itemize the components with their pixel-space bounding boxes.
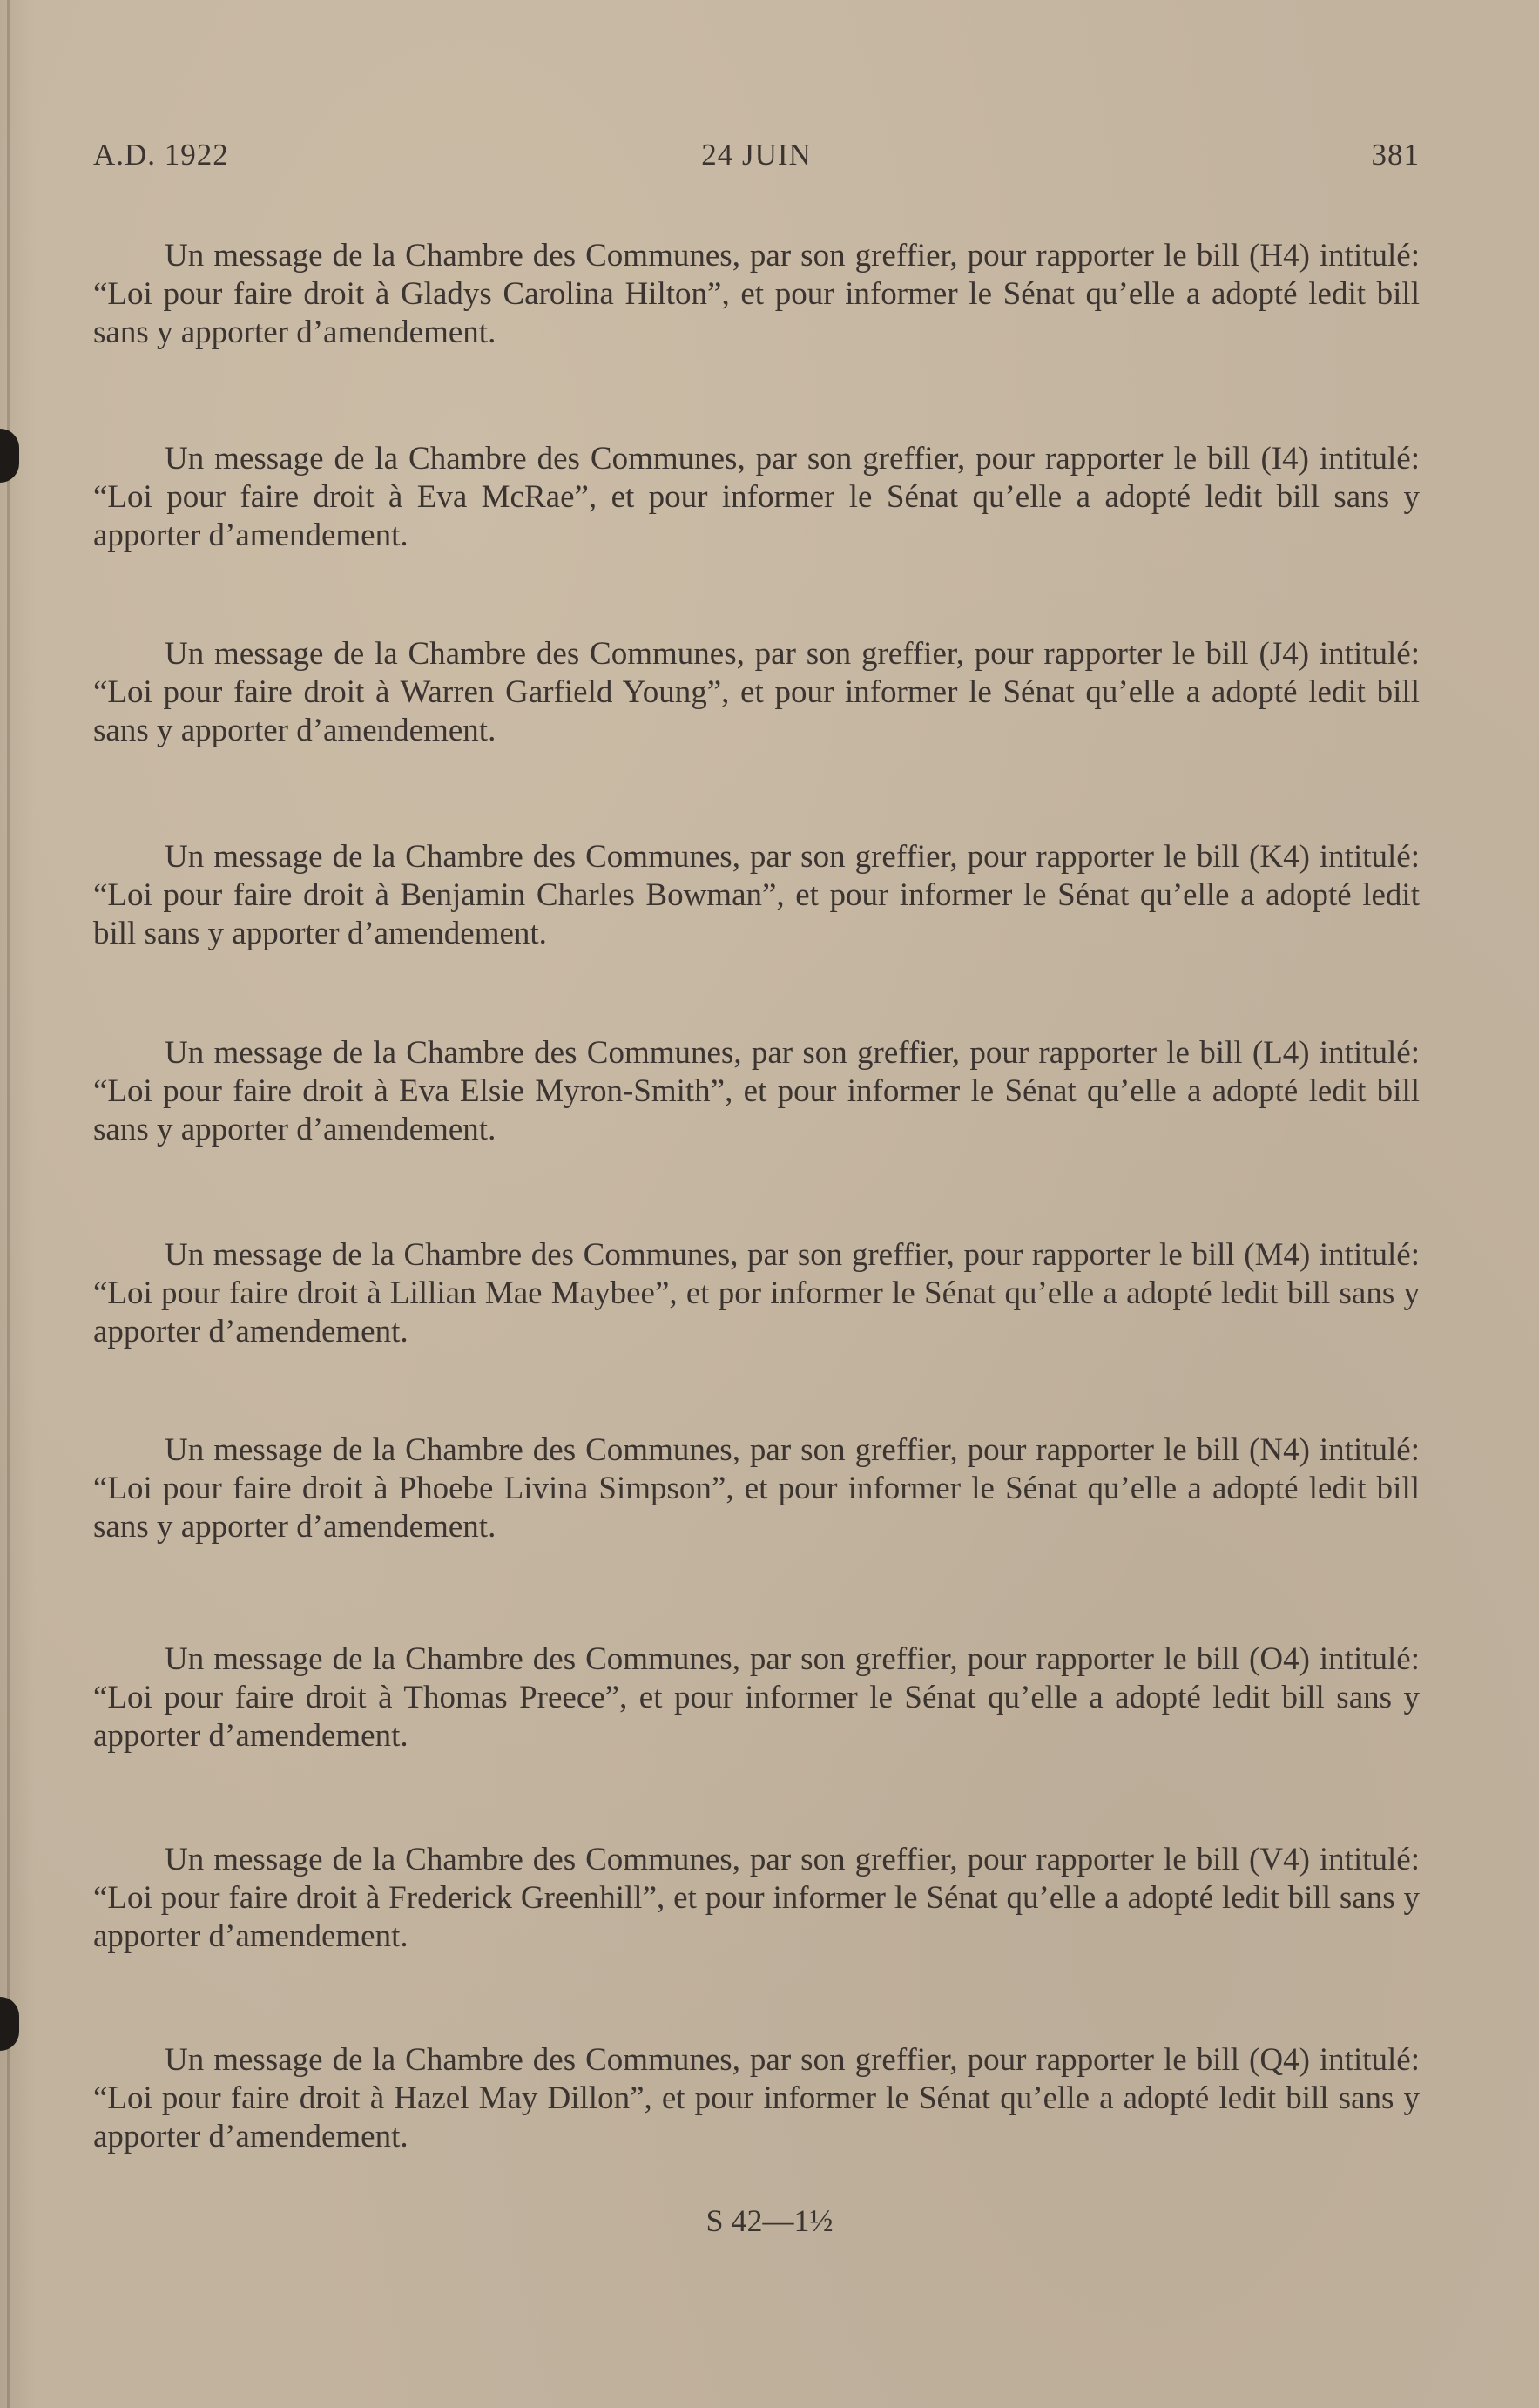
message-entry-j4: Un message de la Chambre des Communes, par son greffier, pour rapporter le bill (J4) intitulé: “Loi pour faire droit à Warren Garfield Young”, et pour informer le Sénat qu’elle a adopté ledit bill sans y apporter d’amendement. [93, 636, 1420, 748]
page-number: 381 [1371, 138, 1420, 172]
message-entry-i4: Un message de la Chambre des Communes, par son greffier, pour rapporter le bill (I4) intitulé: “Loi pour faire droit à Eva McRae”, et pour informer le Sénat qu’elle a adopté ledit bill sans y apporter d’amendement. [93, 441, 1420, 553]
message-entry-m4: Un message de la Chambre des Communes, par son greffier, pour rapporter le bill (M4) intitulé: “Loi pour faire droit à Lillian Mae Maybee”, et por informer le Sénat qu’elle a adopté ledit bill sans y apporter d’amendement. [93, 1237, 1420, 1349]
message-entry-h4: Un message de la Chambre des Communes, par son greffier, pour rapporter le bill (H4) intitulé: “Loi pour faire droit à Gladys Carolina Hilton”, et pour informer le Sénat qu’elle a adopté ledit bill sans y apporter d’amendement. [93, 238, 1420, 350]
message-entry-o4: Un message de la Chambre des Communes, par son greffier, pour rapporter le bill (O4) intitulé: “Loi pour faire droit à Thomas Preece”, et pour informer le Sénat qu’elle a adopté ledit bill sans y apporter d’amendement. [93, 1641, 1420, 1754]
binding-hole [0, 429, 19, 483]
message-entry-n4: Un message de la Chambre des Communes, par son greffier, pour rapporter le bill (N4) intitulé: “Loi pour faire droit à Phoebe Livina Simpson”, et pour informer le Sénat qu’elle a adopté ledit bill sans y apporter d’amendement. [93, 1432, 1420, 1545]
message-entry-v4: Un message de la Chambre des Communes, par son greffier, pour rapporter le bill (V4) intitulé: “Loi pour faire droit à Frederick Greenhill”, et pour informer le Sénat qu’elle a adopté ledit bill sans y apporter d’amendement. [93, 1842, 1420, 1954]
message-entry-l4: Un message de la Chambre des Communes, par son greffier, pour rapporter le bill (L4) intitulé: “Loi pour faire droit à Eva Elsie Myron-Smith”, et pour informer le Sénat qu’elle a adopté ledit bill sans y apporter d’amendement. [93, 1035, 1420, 1147]
header-date: 24 JUIN [701, 138, 812, 172]
signature-mark: S 42—1½ [705, 2203, 834, 2238]
message-entry-q4: Un message de la Chambre des Communes, par son greffier, pour rapporter le bill (Q4) intitulé: “Loi pour faire droit à Hazel May Dillon”, et pour informer le Sénat qu’elle a adopté ledit bill sans y apporter d’amendement. [93, 2042, 1420, 2154]
running-head [93, 138, 1420, 178]
binding-hole [0, 1997, 19, 2051]
header-year: A.D. 1922 [93, 138, 229, 172]
message-entry-k4: Un message de la Chambre des Communes, par son greffier, pour rapporter le bill (K4) intitulé: “Loi pour faire droit à Benjamin Charles Bowman”, et pour informer le Sénat qu’elle a adopté ledit bill sans y apporter d’amendement. [93, 839, 1420, 951]
